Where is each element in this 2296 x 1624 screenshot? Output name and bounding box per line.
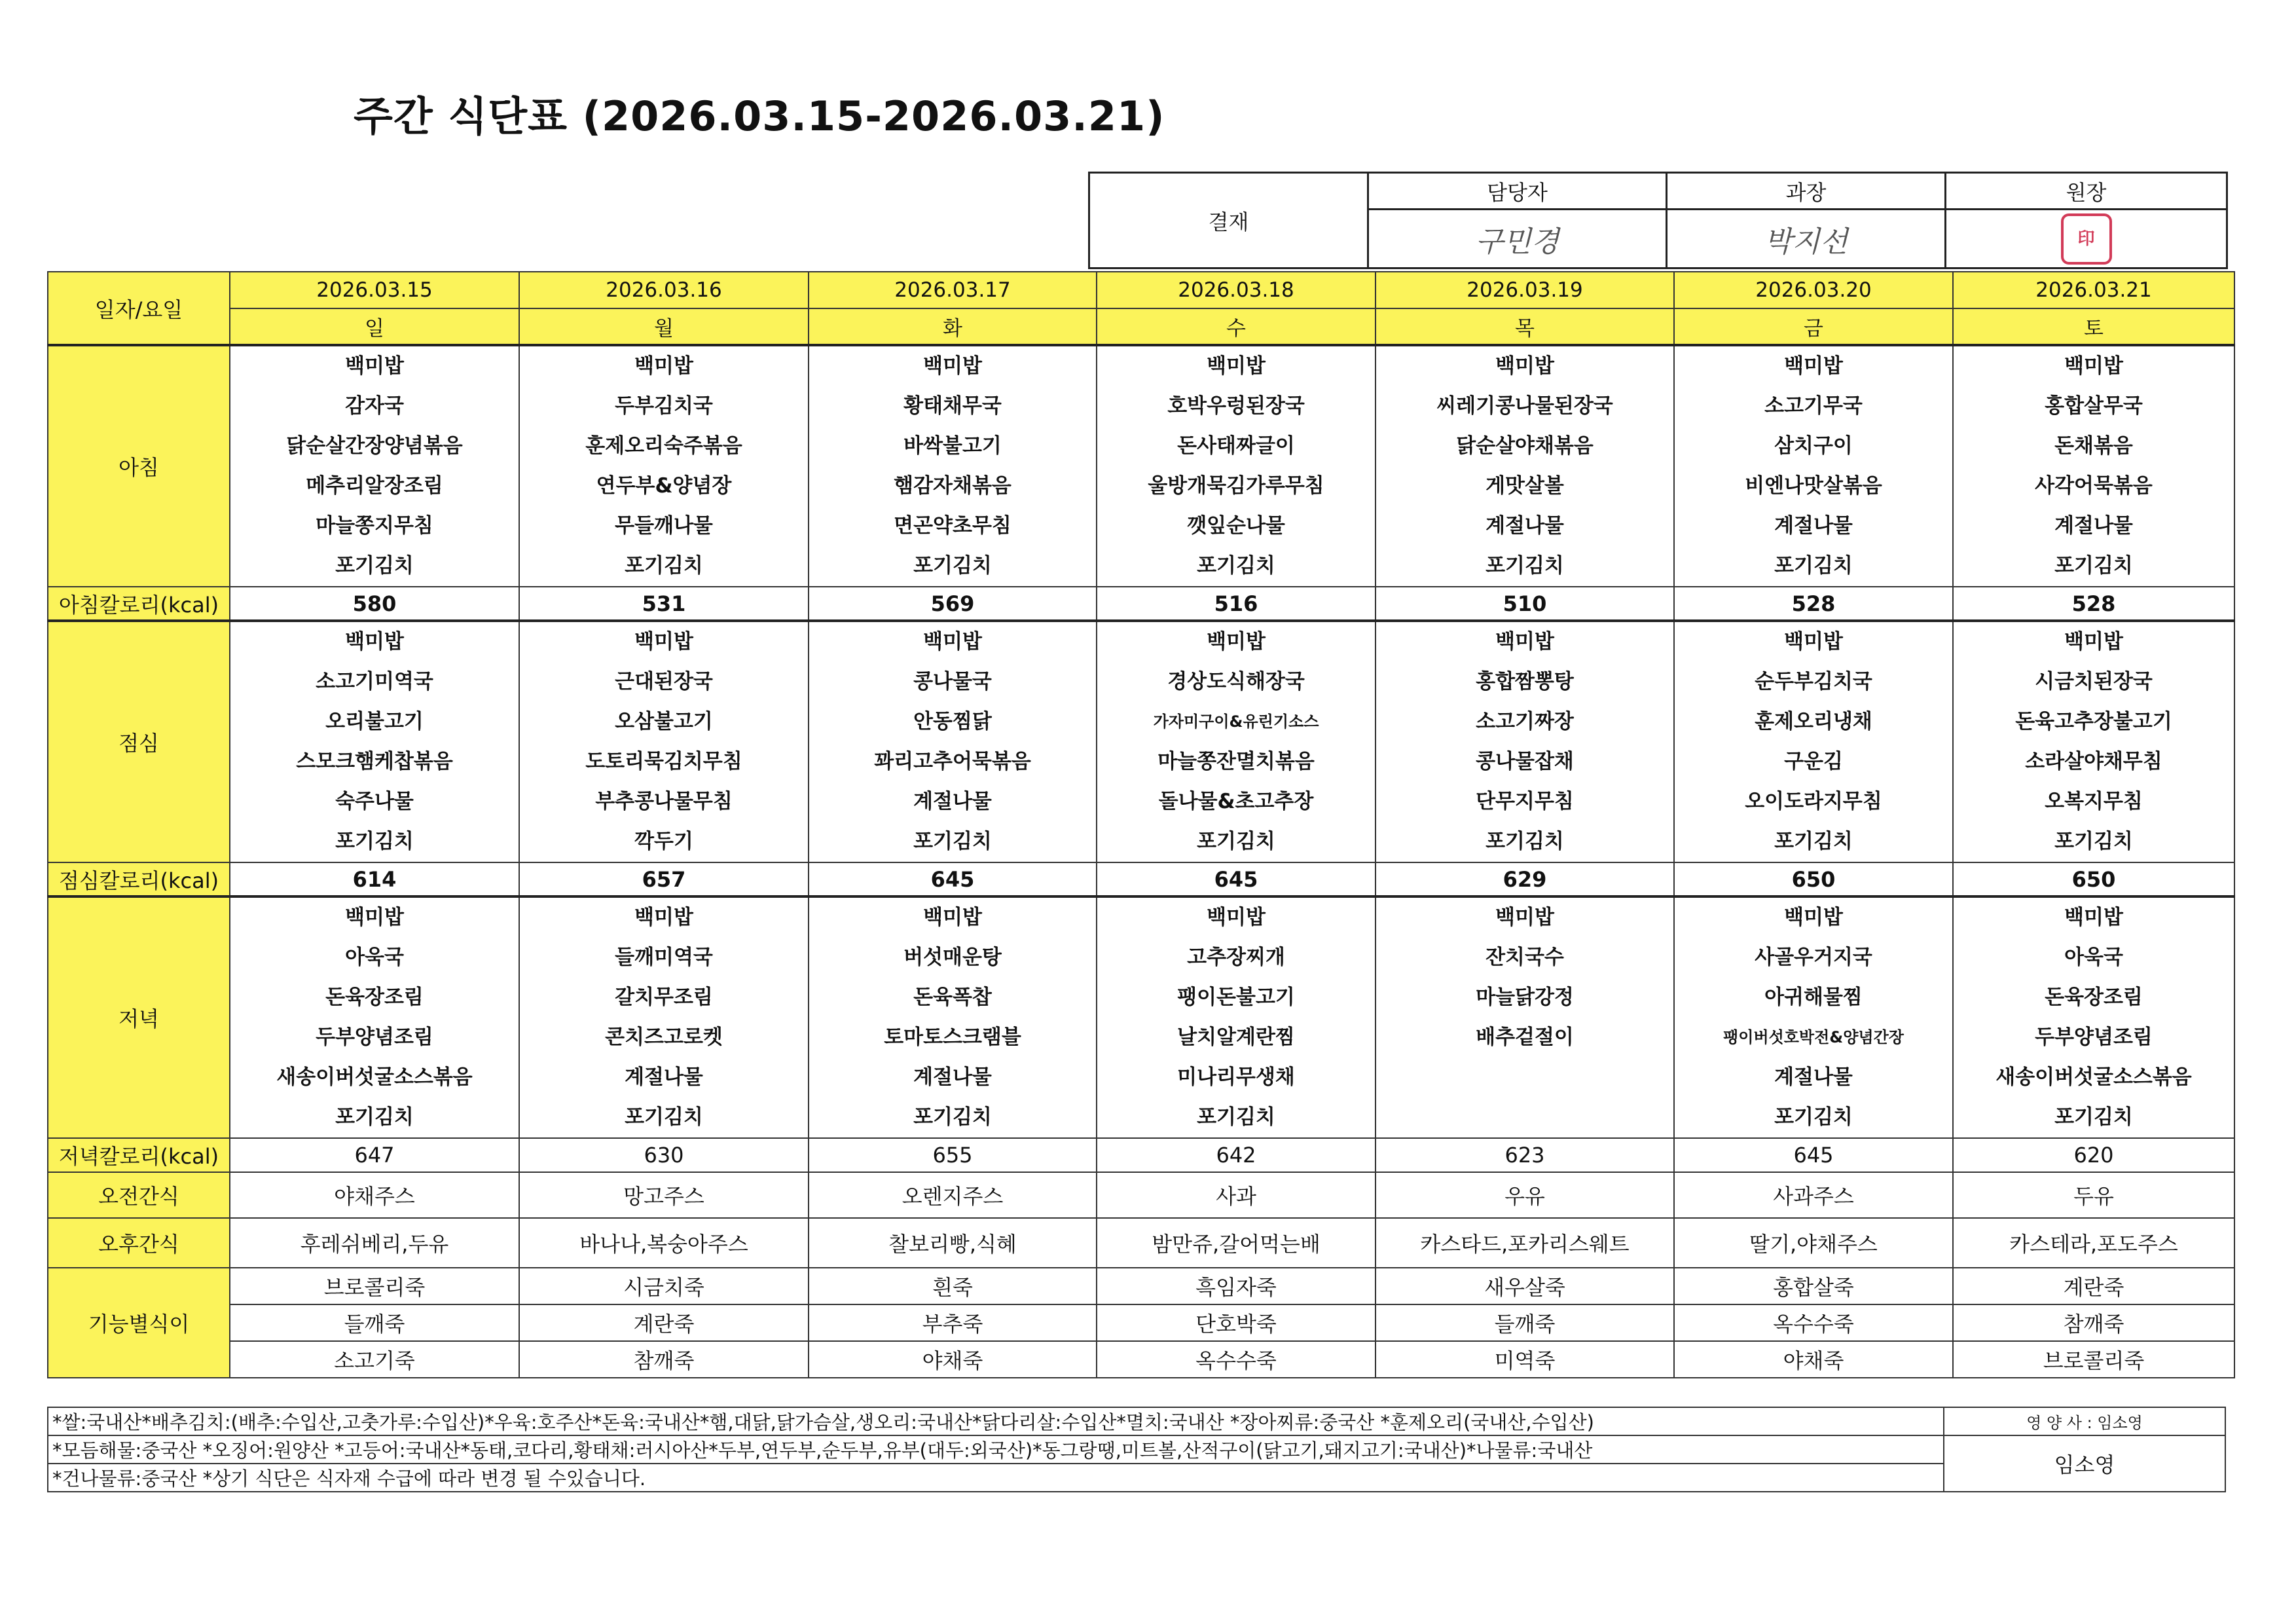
breakfast-kcal-row (48, 587, 2234, 621)
dinner-kcal-label: 저녁칼로리(kcal) (48, 1138, 230, 1172)
page-title: 주간 식단표 (2026.03.15-2026.03.21) (354, 92, 1165, 140)
snack-item: 사과주스 (1674, 1172, 1953, 1218)
special-diet-row (48, 1341, 2234, 1378)
snack-item: 찰보리빵,식혜 (809, 1218, 1097, 1268)
special-diet-item: 옥수수죽 (1097, 1341, 1376, 1378)
menu-item: 돈채볶음 (2054, 434, 2133, 458)
special-diet-item: 계란죽 (1953, 1268, 2234, 1304)
dinner-menu (1953, 896, 2234, 1138)
breakfast-menu (1376, 345, 1674, 587)
menu-item: 돈육장조림 (325, 986, 424, 1009)
menu-item: 돈사태짜글이 (1177, 434, 1295, 458)
dinner-menu (519, 896, 809, 1138)
snack-item: 망고주스 (519, 1172, 809, 1218)
menu-item: 백미밥 (345, 630, 404, 654)
kcal-value: 630 (519, 1138, 809, 1172)
kcal-value: 528 (1674, 587, 1953, 621)
menu-item: 계절나물 (1774, 514, 1853, 538)
menu-item: 가자미구이&유린기소스 (1153, 712, 1319, 731)
kcal-value: 645 (809, 862, 1097, 896)
snack-item: 카스테라,포도주스 (1953, 1218, 2234, 1268)
special-diet-item: 소고기죽 (230, 1341, 519, 1378)
menu-item: 오복지무침 (2045, 790, 2143, 813)
role-director: 원장 (1946, 173, 2227, 210)
dinner-row (48, 896, 2234, 1138)
am_snack-label: 오전간식 (48, 1172, 230, 1218)
menu-item: 포기김치 (625, 1105, 703, 1129)
menu-item: 백미밥 (1207, 354, 1266, 378)
menu-item: 황태채무국 (903, 394, 1002, 418)
kcal-value: 569 (809, 587, 1097, 621)
menu-item: 돈육장조림 (2045, 986, 2143, 1009)
menu-item: 순두부김치국 (1755, 670, 1872, 693)
menu-item: 아욱국 (345, 946, 404, 969)
menu-item: 소고기미역국 (316, 670, 433, 693)
menu-item: 백미밥 (1784, 354, 1843, 378)
special-diet-item: 야채죽 (809, 1341, 1097, 1378)
menu-item: 포기김치 (335, 554, 414, 578)
special-diet-item: 새우살죽 (1376, 1268, 1674, 1304)
lunch-label: 점심 (48, 621, 230, 862)
menu-item: 훈제오리냉채 (1755, 710, 1872, 733)
menu-item: 계절나물 (625, 1065, 703, 1089)
day-of-week: 토 (1953, 308, 2234, 345)
kcal-value: 645 (1674, 1138, 1953, 1172)
note-line: *모듬해물:중국산 *오징어:원양산 *고등어:국내산*동태,코다리,황태채:러시아산*두부,연두부,순두부,유부(대두:외국산)*동그랑땡,미트볼,산적구이(닭고기,돼지고기:국내산)*나물류:국내산 (48, 1435, 1944, 1464)
menu-item: 백미밥 (1784, 906, 1843, 929)
menu-item: 버섯매운탕 (903, 946, 1002, 969)
snack-item: 야채주스 (230, 1172, 519, 1218)
day-date: 2026.03.17 (809, 272, 1097, 308)
menu-item: 두부양념조림 (2035, 1025, 2153, 1049)
breakfast-menu (1953, 345, 2234, 587)
day-of-week: 수 (1097, 308, 1376, 345)
dietitian-name: 임소영 (1944, 1435, 2225, 1492)
menu-item: 소라살야채무침 (2025, 750, 2162, 773)
menu-item: 돈육폭찹 (913, 986, 992, 1009)
breakfast-row (48, 345, 2234, 587)
kcal-value: 614 (230, 862, 519, 896)
menu-item: 포기김치 (2054, 1105, 2133, 1129)
breakfast-menu (1097, 345, 1376, 587)
menu-item: 아귀해물찜 (1764, 986, 1863, 1009)
special-diet-item: 들깨죽 (1376, 1304, 1674, 1341)
menu-item: 잔치국수 (1485, 946, 1564, 969)
snack-item: 후레쉬베리,두유 (230, 1218, 519, 1268)
lunch-menu (1953, 621, 2234, 862)
dow-row (48, 308, 2234, 345)
menu-item: 토마토스크램블 (884, 1025, 1021, 1049)
menu-item: 백미밥 (345, 906, 404, 929)
breakfast-label: 아침 (48, 345, 230, 587)
menu-item (1376, 1098, 1673, 1137)
special-diet-item: 미역죽 (1376, 1341, 1674, 1378)
menu-item: 포기김치 (1485, 554, 1564, 578)
menu-item: 감자국 (345, 394, 404, 418)
menu-item: 돈육고추장불고기 (2015, 710, 2172, 733)
special-diet-item: 참깨죽 (1953, 1304, 2234, 1341)
menu-item: 백미밥 (2064, 906, 2123, 929)
menu-item: 소고기무국 (1764, 394, 1863, 418)
menu-item: 오리불고기 (325, 710, 424, 733)
day-date: 2026.03.18 (1097, 272, 1376, 308)
kcal-value: 528 (1953, 587, 2234, 621)
menu-item: 단무지무침 (1476, 790, 1574, 813)
breakfast-menu (230, 345, 519, 587)
approval-label: 결재 (1089, 173, 1368, 268)
lunch-menu (1097, 621, 1376, 862)
menu-item: 오삼불고기 (615, 710, 713, 733)
menu-table (47, 271, 2235, 1378)
dinner-label: 저녁 (48, 896, 230, 1138)
menu-item: 햄감자채볶음 (894, 474, 1011, 498)
menu-item: 두부김치국 (615, 394, 713, 418)
menu-item: 백미밥 (923, 354, 982, 378)
menu-item: 계절나물 (2054, 514, 2133, 538)
menu-item: 고추장찌개 (1187, 946, 1285, 969)
menu-item: 포기김치 (1485, 830, 1564, 853)
menu-item: 포기김치 (1774, 554, 1853, 578)
dinner-kcal-row (48, 1138, 2234, 1172)
menu-item: 백미밥 (634, 630, 693, 654)
day-of-week: 일 (230, 308, 519, 345)
breakfast-menu (1674, 345, 1953, 587)
special-diet-item: 브로콜리죽 (1953, 1341, 2234, 1378)
role-staff: 담당자 (1368, 173, 1667, 210)
menu-item: 포기김치 (1774, 1105, 1853, 1129)
menu-item: 배추겉절이 (1476, 1025, 1574, 1049)
snack-item: 사과 (1097, 1172, 1376, 1218)
menu-item: 아욱국 (2064, 946, 2123, 969)
kcal-value: 620 (1953, 1138, 2234, 1172)
dinner-menu (1674, 896, 1953, 1138)
special-diet-item: 계란죽 (519, 1304, 809, 1341)
special-diet-item: 들깨죽 (230, 1304, 519, 1341)
menu-item: 포기김치 (2054, 554, 2133, 578)
signature-director (1946, 210, 2227, 268)
menu-item: 콩나물국 (913, 670, 992, 693)
day-date: 2026.03.20 (1674, 272, 1953, 308)
menu-item: 돌나물&초고추장 (1158, 790, 1314, 813)
kcal-value: 657 (519, 862, 809, 896)
day-of-week: 금 (1674, 308, 1953, 345)
breakfast-menu (809, 345, 1097, 587)
menu-item: 새송이버섯굴소스볶음 (276, 1065, 473, 1089)
menu-item: 비엔나맛살볶음 (1745, 474, 1882, 498)
dinner-menu (809, 896, 1097, 1138)
snack-item: 우유 (1376, 1172, 1674, 1218)
day-of-week: 목 (1376, 308, 1674, 345)
menu-item: 메추리알장조림 (306, 474, 443, 498)
kcal-value: 580 (230, 587, 519, 621)
snack-item: 카스타드,포카리스웨트 (1376, 1218, 1674, 1268)
menu-item: 홍합짬뽕탕 (1476, 670, 1574, 693)
menu-item: 닭순살간장양념볶음 (286, 434, 463, 458)
menu-item: 부추콩나물무침 (595, 790, 733, 813)
menu-item: 포기김치 (913, 554, 992, 578)
kcal-value: 516 (1097, 587, 1376, 621)
dietitian-label: 영 양 사 : 임소영 (1944, 1407, 2225, 1435)
special-diet-item: 흑임자죽 (1097, 1268, 1376, 1304)
menu-item: 계절나물 (913, 790, 992, 813)
snack-item: 오렌지주스 (809, 1172, 1097, 1218)
menu-item: 포기김치 (913, 1105, 992, 1129)
menu-item: 백미밥 (1207, 630, 1266, 654)
menu-item: 백미밥 (345, 354, 404, 378)
menu-item: 깻잎순나물 (1187, 514, 1285, 538)
menu-item: 울방개묵김가루무침 (1148, 474, 1324, 498)
menu-item: 들깨미역국 (615, 946, 713, 969)
special-diet-item: 참깨죽 (519, 1341, 809, 1378)
menu-item: 훈제오리숙주볶음 (585, 434, 742, 458)
menu-item: 씨레기콩나물된장국 (1436, 394, 1613, 418)
menu-item: 포기김치 (1774, 830, 1853, 853)
menu-item: 경상도식해장국 (1167, 670, 1305, 693)
menu-item: 포기김치 (1197, 830, 1275, 853)
special-diet-item: 브로콜리죽 (230, 1268, 519, 1304)
menu-item: 면곤약초무침 (894, 514, 1011, 538)
date-row (48, 272, 2234, 308)
kcal-value: 510 (1376, 587, 1674, 621)
kcal-value: 650 (1674, 862, 1953, 896)
menu-item: 계절나물 (913, 1065, 992, 1089)
note-line: *건나물류:중국산 *상기 식단은 식자재 수급에 따라 변경 될 수있습니다. (48, 1464, 1944, 1492)
date-label: 일자/요일 (48, 272, 230, 345)
menu-item: 마늘쫑잔멸치볶음 (1157, 750, 1315, 773)
day-date: 2026.03.19 (1376, 272, 1674, 308)
lunch-menu (1376, 621, 1674, 862)
menu-item: 백미밥 (2064, 354, 2123, 378)
menu-item: 오이도라지무침 (1745, 790, 1882, 813)
menu-item: 근대된장국 (615, 670, 713, 693)
menu-item: 꽈리고추어묵볶음 (874, 750, 1031, 773)
menu-item: 백미밥 (1784, 630, 1843, 654)
lunch-row (48, 621, 2234, 862)
special-diet-item: 흰죽 (809, 1268, 1097, 1304)
kcal-value: 623 (1376, 1138, 1674, 1172)
stamp-icon: 印 (2061, 213, 2112, 265)
lunch-menu (519, 621, 809, 862)
menu-item: 콩나물잡채 (1476, 750, 1574, 773)
menu-item: 포기김치 (625, 554, 703, 578)
pm_snack-row (48, 1218, 2234, 1268)
menu-item: 홍합살무국 (2045, 394, 2143, 418)
kcal-value: 650 (1953, 862, 2234, 896)
approval-box (1088, 172, 2228, 269)
menu-item: 새송이버섯굴소스볶음 (1995, 1065, 2192, 1089)
snack-item: 밤만쥬,갈어먹는배 (1097, 1218, 1376, 1268)
kcal-value: 655 (809, 1138, 1097, 1172)
menu-item: 포기김치 (335, 830, 414, 853)
dinner-menu (1376, 896, 1674, 1138)
special-diet-item: 옥수수죽 (1674, 1304, 1953, 1341)
menu-item: 게맛살볼 (1485, 474, 1564, 498)
menu-item: 마늘쫑지무침 (316, 514, 433, 538)
menu-item: 안동찜닭 (913, 710, 992, 733)
signature-staff: 구민경 (1368, 210, 1667, 268)
menu-item: 백미밥 (1495, 630, 1554, 654)
dinner-menu (230, 896, 519, 1138)
menu-item: 미나리무생채 (1177, 1065, 1295, 1089)
snack-item: 두유 (1953, 1172, 2234, 1218)
menu-item: 콘치즈고로켓 (605, 1025, 723, 1049)
menu-item: 시금치된장국 (2035, 670, 2153, 693)
menu-item: 백미밥 (1207, 906, 1266, 929)
menu-item: 소고기짜장 (1476, 710, 1574, 733)
menu-item: 포기김치 (1197, 1105, 1275, 1129)
menu-item: 포기김치 (1197, 554, 1275, 578)
menu-item: 백미밥 (923, 630, 982, 654)
kcal-value: 642 (1097, 1138, 1376, 1172)
menu-item: 바싹불고기 (903, 434, 1002, 458)
menu-item: 백미밥 (1495, 906, 1554, 929)
special-diet-item: 단호박죽 (1097, 1304, 1376, 1341)
menu-item: 백미밥 (634, 906, 693, 929)
menu-item: 연두부&양념장 (596, 474, 732, 498)
lunch-menu (1674, 621, 1953, 862)
signature-manager: 박지선 (1667, 210, 1946, 268)
menu-item: 계절나물 (1485, 514, 1564, 538)
breakfast-kcal-label: 아침칼로리(kcal) (48, 587, 230, 621)
snack-item: 딸기,야채주스 (1674, 1218, 1953, 1268)
note-line: *쌀:국내산*배추김치:(배추:수입산,고춧가루:수입산)*우육:호주산*돈육:국내산*햄,대닭,닭가슴살,생오리:국내산*닭다리살:수입산*멸치:국내산 *장아찌류:중국산 *훈제오리(국내산,수입산) (48, 1407, 1944, 1435)
menu-item: 백미밥 (2064, 630, 2123, 654)
lunch-kcal-label: 점심칼로리(kcal) (48, 862, 230, 896)
special-diet-label: 기능별식이 (48, 1268, 230, 1378)
lunch-kcal-row (48, 862, 2234, 896)
menu-item: 팽이돈불고기 (1177, 986, 1295, 1009)
menu-item: 스모크햄케찹볶음 (296, 750, 453, 773)
breakfast-menu (519, 345, 809, 587)
special-diet-row (48, 1304, 2234, 1341)
lunch-menu (230, 621, 519, 862)
menu-item: 삼치구이 (1774, 434, 1853, 458)
menu-item: 사골우거지국 (1755, 946, 1872, 969)
menu-item: 닭순살야채볶음 (1456, 434, 1594, 458)
menu-item: 도토리묵김치무침 (585, 750, 742, 773)
day-of-week: 화 (809, 308, 1097, 345)
menu-item: 백미밥 (1495, 354, 1554, 378)
menu-item: 포기김치 (913, 830, 992, 853)
menu-item: 마늘닭강정 (1476, 986, 1574, 1009)
special-diet-item: 홍합살죽 (1674, 1268, 1953, 1304)
menu-item: 백미밥 (923, 906, 982, 929)
am_snack-row (48, 1172, 2234, 1218)
menu-item: 두부양념조림 (316, 1025, 433, 1049)
special-diet-item: 시금치죽 (519, 1268, 809, 1304)
menu-item: 숙주나물 (335, 790, 414, 813)
pm_snack-label: 오후간식 (48, 1218, 230, 1268)
day-of-week: 월 (519, 308, 809, 345)
menu-item: 호박우렁된장국 (1167, 394, 1305, 418)
menu-item: 날치알계란찜 (1177, 1025, 1295, 1049)
snack-item: 바나나,복숭아주스 (519, 1218, 809, 1268)
role-manager: 과장 (1667, 173, 1946, 210)
day-date: 2026.03.21 (1953, 272, 2234, 308)
menu-item: 백미밥 (634, 354, 693, 378)
dinner-menu (1097, 896, 1376, 1138)
menu-item: 포기김치 (2054, 830, 2133, 853)
special-diet-item: 부추죽 (809, 1304, 1097, 1341)
menu-item: 팽이버섯호박전&양념간장 (1723, 1028, 1904, 1046)
menu-item: 포기김치 (335, 1105, 414, 1129)
lunch-menu (809, 621, 1097, 862)
menu-item: 구운김 (1784, 750, 1843, 773)
special-diet-item: 야채죽 (1674, 1341, 1953, 1378)
kcal-value: 629 (1376, 862, 1674, 896)
kcal-value: 645 (1097, 862, 1376, 896)
day-date: 2026.03.15 (230, 272, 519, 308)
menu-item (1376, 1058, 1673, 1098)
menu-item: 무들깨나물 (615, 514, 713, 538)
kcal-value: 531 (519, 587, 809, 621)
special-diet-row (48, 1268, 2234, 1304)
menu-item: 사각어묵볶음 (2035, 474, 2153, 498)
kcal-value: 647 (230, 1138, 519, 1172)
day-date: 2026.03.16 (519, 272, 809, 308)
menu-item: 갈치무조림 (615, 986, 713, 1009)
menu-item: 깍두기 (634, 830, 693, 853)
notes-table (47, 1407, 2226, 1492)
menu-item: 계절나물 (1774, 1065, 1853, 1089)
